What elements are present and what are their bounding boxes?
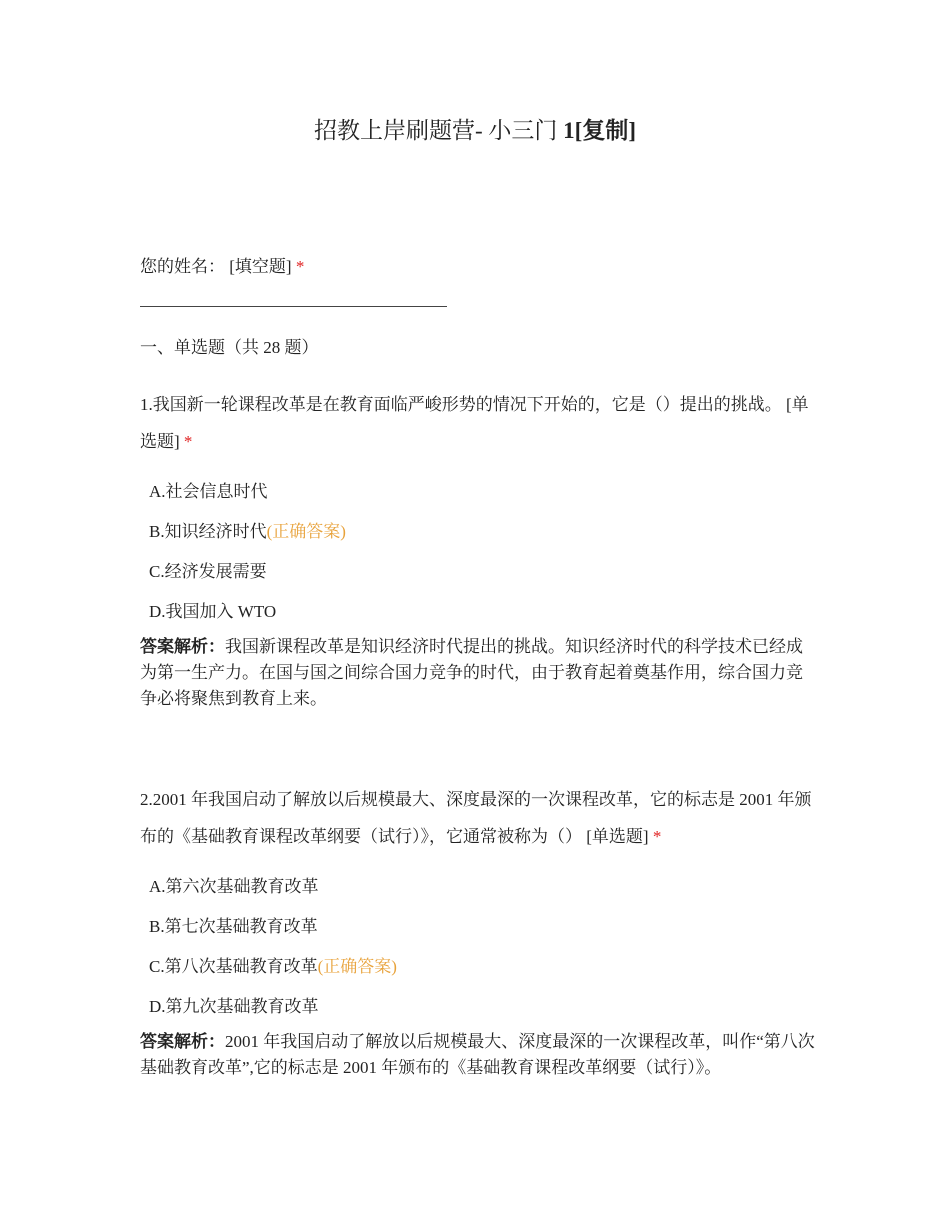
explanation-text: 2001 年我国启动了解放以后规模最大、深度最深的一次课程改革，叫作“第八次基础教育改革”,它的标志是 2001 年颁布的《基础教育课程改革纲要（试行）》。 bbox=[140, 1032, 815, 1077]
section-heading: 一、单选题（共 28 题） bbox=[140, 338, 319, 357]
option-text: D.我国加入 WTO bbox=[149, 602, 277, 621]
question-2-stem bbox=[140, 781, 815, 855]
option-text: A.社会信息时代 bbox=[149, 482, 268, 501]
required-marker: * bbox=[183, 432, 193, 451]
question-2-option-a bbox=[149, 872, 319, 897]
required-marker: * bbox=[295, 257, 305, 276]
question-2-explanation bbox=[140, 1029, 815, 1081]
question-1-explanation bbox=[140, 634, 815, 712]
question-type: [单选题] bbox=[582, 827, 649, 846]
explanation-label: 答案解析： bbox=[140, 1032, 225, 1052]
title-copy-label: 复制 bbox=[582, 118, 629, 143]
title-text: 招教上岸刷题营- 小三门 bbox=[313, 118, 564, 143]
question-1-option-d bbox=[149, 597, 276, 622]
question-2-option-b bbox=[149, 912, 318, 937]
option-text: B.第七次基础教育改革 bbox=[149, 917, 318, 936]
option-text: B.知识经济时代 bbox=[149, 522, 267, 541]
name-question-label: 您的姓名： [填空题] bbox=[140, 257, 292, 276]
question-2-option-c bbox=[149, 952, 397, 977]
option-text: D.第九次基础教育改革 bbox=[149, 997, 319, 1016]
explanation-label: 答案解析： bbox=[140, 637, 225, 657]
question-1-option-c bbox=[149, 557, 267, 582]
question-2-option-d bbox=[149, 992, 319, 1017]
question-stem-text: 2.2001 年我国启动了解放以后规模最大、深度最深的一次课程改革，它的标志是 2001 年颁布的《基础教育课程改革纲要（试行）》，它通常被称为（） bbox=[140, 790, 812, 846]
correct-answer-note: (正确答案) bbox=[317, 957, 397, 976]
title-bracket: ] bbox=[628, 118, 636, 143]
explanation-text: 我国新课程改革是知识经济时代提出的挑战。知识经济时代的科学技术已经成为第一生产力。在国与国之间综合国力竞争的时代，由于教育起着奠基作用，综合国力竞争必将聚焦到教育上来。 bbox=[140, 637, 803, 708]
option-text: C.经济发展需要 bbox=[149, 562, 267, 581]
question-1-stem bbox=[140, 386, 815, 460]
question-1-option-b bbox=[149, 517, 346, 542]
required-marker: * bbox=[652, 827, 662, 846]
question-type: [单选题] bbox=[140, 395, 809, 451]
name-answer-blank[interactable] bbox=[140, 306, 447, 307]
question-stem-text: 1.我国新一轮课程改革是在教育面临严峻形势的情况下开始的，它是（）提出的挑战。 bbox=[140, 395, 782, 414]
option-text: C.第八次基础教育改革 bbox=[149, 957, 318, 976]
name-question bbox=[140, 252, 304, 277]
title-number: 1[ bbox=[563, 118, 583, 143]
page-title bbox=[0, 112, 950, 145]
question-1-option-a bbox=[149, 477, 268, 502]
correct-answer-note: (正确答案) bbox=[266, 522, 346, 541]
option-text: A.第六次基础教育改革 bbox=[149, 877, 319, 896]
